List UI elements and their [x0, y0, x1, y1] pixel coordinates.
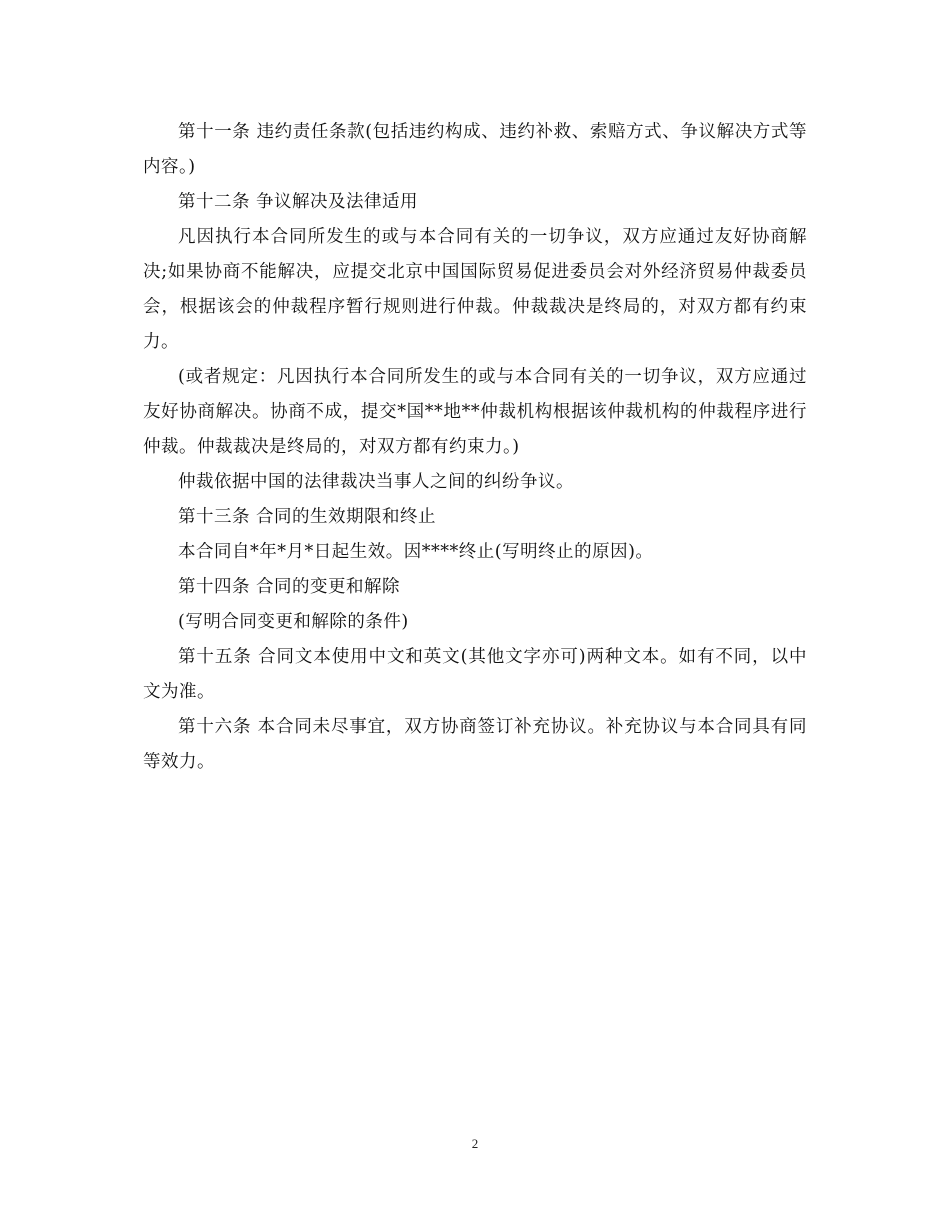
paragraph-governing-law: 仲裁依据中国的法律裁决当事人之间的纠纷争议。 [178, 472, 574, 492]
paragraph-article-12-body: 凡因执行本合同所发生的或与本合同有关的一切争议，双方应通过友好协商解决;如果协商不能解决，应提交北京中国国际贸易促进委员会对外经济贸易仲裁委员会，根据该会的仲裁程序暂行规则进行仲裁。仲裁裁决是终局的，对双方都有约束力。 [143, 227, 807, 352]
paragraph-article-12-heading: 第十二条 争议解决及法律适用 [178, 192, 419, 212]
paragraph-article-13-heading: 第十三条 合同的生效期限和终止 [178, 507, 437, 527]
paragraph-article-14-heading: 第十四条 合同的变更和解除 [178, 577, 401, 597]
paragraph-article-12-alternative: (或者规定：凡因执行本合同所发生的或与本合同有关的一切争议，双方应通过友好协商解决。协商不成，提交*国**地**仲裁机构根据该仲裁机构的仲裁程序进行仲裁。仲裁裁决是终局的，对双方都有约束力。) [143, 367, 807, 457]
paragraph-article-15: 第十五条 合同文本使用中文和英文(其他文字亦可)两种文本。如有不同，以中文为准。 [143, 647, 807, 702]
paragraph-article-11: 第十一条 违约责任条款(包括违约构成、违约补救、索赔方式、争议解决方式等内容。) [143, 122, 807, 177]
paragraph-article-16: 第十六条 本合同未尽事宜，双方协商签订补充协议。补充协议与本合同具有同等效力。 [143, 717, 807, 772]
paragraph-article-14-body: (写明合同变更和解除的条件) [178, 612, 409, 632]
paragraph-article-13-body: 本合同自*年*月*日起生效。因****终止(写明终止的原因)。 [178, 542, 654, 562]
document-body [143, 115, 807, 780]
page-number: 2 [471, 1136, 479, 1151]
